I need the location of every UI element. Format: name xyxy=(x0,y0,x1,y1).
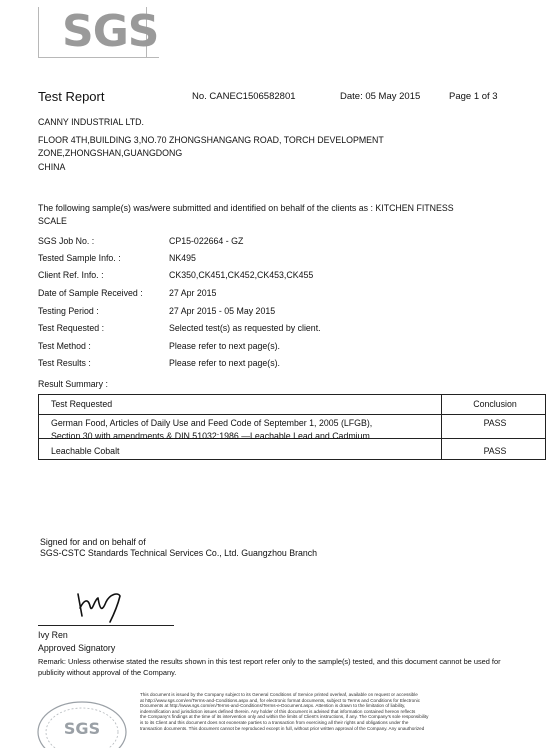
report-date: Date: 05 May 2015 xyxy=(340,91,421,102)
signed-on-behalf: Signed for and on behalf of xyxy=(40,537,146,547)
fine-print-line: transaction documents. This document cannot be reproduced except in full, without prior written approval of the Company. Any unauthorized xyxy=(140,725,425,731)
field-value-test-results: Please refer to next page(s). xyxy=(169,358,280,368)
field-label-testing-period: Testing Period : xyxy=(38,306,99,316)
field-value-test-requested: Selected test(s) as requested by client. xyxy=(169,323,321,333)
client-address-line1: FLOOR 4TH,BUILDING 3,NO.70 ZHONGSHANGANG ROAD, TORCH DEVELOPMENT xyxy=(38,135,384,145)
client-address-line2: ZONE,ZHONGSHAN,GUANGDONG xyxy=(38,148,183,158)
field-label-client-ref: Client Ref. Info. : xyxy=(38,270,104,280)
field-label-sample-info: Tested Sample Info. : xyxy=(38,253,121,263)
header-conclusion: Conclusion xyxy=(473,399,517,409)
client-name: CANNY INDUSTRIAL LTD. xyxy=(38,117,144,127)
sgs-seal-icon xyxy=(32,688,142,748)
page-indicator: Page 1 of 3 xyxy=(449,91,498,102)
result-summary-table xyxy=(38,394,546,460)
signatory-role: Approved Signatory xyxy=(38,643,116,653)
header-test-requested: Test Requested xyxy=(51,399,113,409)
field-value-sample-info: NK495 xyxy=(169,253,196,263)
client-country: CHINA xyxy=(38,162,66,172)
row1-conclusion: PASS xyxy=(483,418,507,428)
field-label-test-requested: Test Requested : xyxy=(38,323,105,333)
seal-text: SGS xyxy=(63,719,101,738)
field-label-job-no: SGS Job No. : xyxy=(38,236,95,246)
report-number: No. CANEC1506582801 xyxy=(192,91,296,102)
report-title: Test Report xyxy=(38,89,105,104)
signing-company: SGS-CSTC Standards Technical Services Co., Ltd. Guangzhou Branch xyxy=(40,548,318,558)
handwritten-signature xyxy=(70,590,130,624)
logo-text: SGS xyxy=(62,6,159,57)
fine-print-line: is to its Client and this document does not exonerate parties to a transaction from exercising all their rights and obligations under the xyxy=(140,719,409,725)
field-label-test-method: Test Method : xyxy=(38,341,91,351)
signatory-name: Ivy Ren xyxy=(38,630,68,640)
row2-test-line1: Leachable Cobalt xyxy=(51,446,120,456)
fine-print-line: This document is issued by the Company subject to its General Conditions of Service printed overleaf, available on request or accessible xyxy=(140,692,418,697)
field-label-date-received: Date of Sample Received : xyxy=(38,288,143,298)
field-label-test-results: Test Results : xyxy=(38,358,91,368)
logo-rule-bottom xyxy=(38,57,159,58)
table-column-divider xyxy=(441,395,442,459)
intro-line1: The following sample(s) was/were submitted and identified on behalf of the clients as : KITCHEN FITNESS xyxy=(38,203,454,213)
intro-line2: SCALE xyxy=(38,216,67,226)
field-value-test-method: Please refer to next page(s). xyxy=(169,341,280,351)
signature-line xyxy=(38,625,174,626)
remark-line1: Remark: Unless otherwise stated the results shown in this test report refer only to the sample(s) tested, and this document cannot be used for xyxy=(38,657,501,666)
row2-conclusion: PASS xyxy=(483,446,507,456)
summary-title: Result Summary : xyxy=(38,379,108,389)
remark-line2: publicity without approval of the Company. xyxy=(38,668,177,677)
field-value-job-no: CP15-022664 - GZ xyxy=(169,236,244,246)
field-value-date-received: 27 Apr 2015 xyxy=(169,288,217,298)
field-value-testing-period: 27 Apr 2015 - 05 May 2015 xyxy=(169,306,276,316)
field-value-client-ref: CK350,CK451,CK452,CK453,CK455 xyxy=(169,270,314,280)
fine-print-line: at http://www.sgs.com/en/Terms-and-Conditions.aspx and, for electronic format documents, subject to Terms and Conditions for Electronic xyxy=(140,697,421,703)
fine-print-line: the Company's findings at the time of its intervention only and within the limits of Client's instructions, if any. The Company's sole responsibility xyxy=(140,714,429,720)
logo-rule-left xyxy=(38,7,39,58)
sgs-logo xyxy=(38,7,159,58)
fine-print-line: indemnification and jurisdiction issues defined therein. Any holder of this document is advised that information contained hereon reflects xyxy=(140,708,416,714)
footer-fine-print xyxy=(140,692,496,731)
row1-test-line1: German Food, Articles of Daily Use and Feed Code of September 1, 2005 (LFGB), xyxy=(51,418,373,428)
row1-test-line2: Section 30 with amendments & DIN 51032:1986 —Leachable Lead and Cadmium xyxy=(51,431,370,441)
fine-print-line: Documents at http://www.sgs.com/en/Terms-and-Conditions/Terms-e-Document.aspx. Attention is drawn to the limitation of liability, xyxy=(140,703,406,709)
